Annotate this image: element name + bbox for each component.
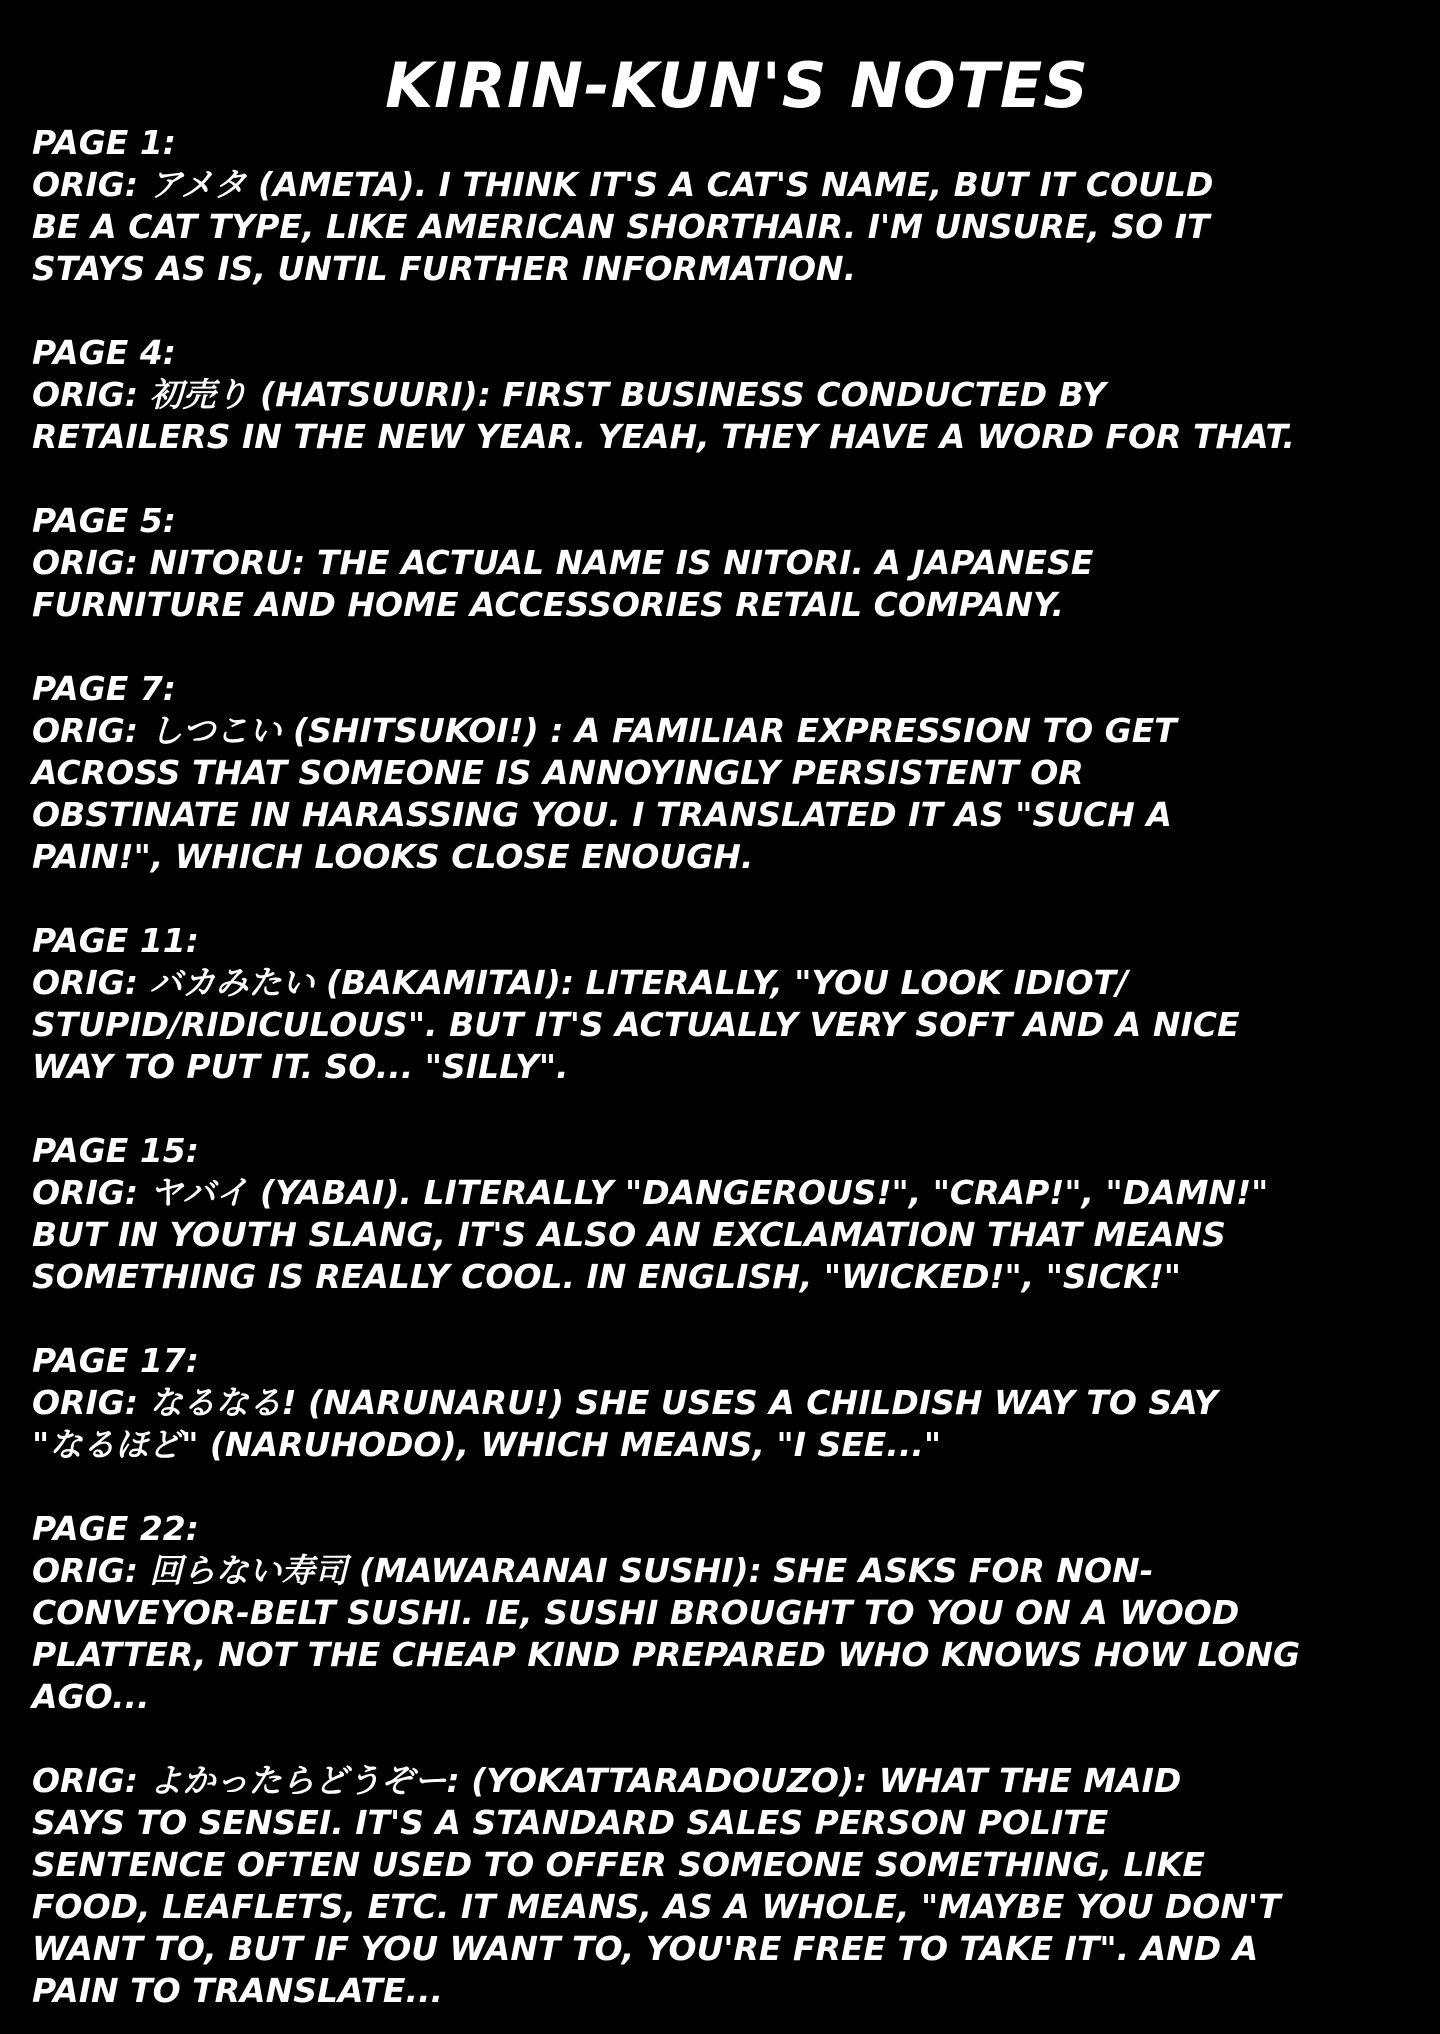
note-text-line: ORIG: ヤバイ (YABAI). LITERALLY "DANGEROUS!", "CRAP!", "DAMN!" [32, 1173, 1269, 1212]
note-text-line: FOOD, LEAFLETS, ETC. IT MEANS, AS A WHOLE, "MAYBE YOU DON'T [32, 1887, 1281, 1926]
note-page-heading: PAGE 5: [32, 501, 176, 540]
note-text-line: STUPID/RIDICULOUS". BUT IT'S ACTUALLY VERY SOFT AND A NICE [32, 1005, 1240, 1044]
note-text-line: ORIG: 回らない寿司 (MAWARANAI SUSHI): SHE ASKS FOR NON- [32, 1551, 1154, 1590]
note-text-line: BUT IN YOUTH SLANG, IT'S ALSO AN EXCLAMATION THAT MEANS [32, 1215, 1226, 1254]
note-text-line: PAIN TO TRANSLATE... [32, 1971, 444, 2010]
note-text-line: SAYS TO SENSEI. IT'S A STANDARD SALES PERSON POLITE [32, 1803, 1109, 1842]
notes-list [32, 122, 1412, 2012]
note-page-heading: PAGE 17: [32, 1341, 199, 1380]
note-block [32, 122, 1412, 290]
note-block [32, 668, 1412, 878]
note-text-line: CONVEYOR-BELT SUSHI. IE, SUSHI BROUGHT TO YOU ON A WOOD [32, 1593, 1240, 1632]
note-text-line: ORIG: なるなる! (NARUNARU!) SHE USES A CHILDISH WAY TO SAY [32, 1383, 1218, 1422]
note-block [32, 920, 1412, 1088]
note-page-heading: PAGE 22: [32, 1509, 199, 1548]
note-text-line: ORIG: しつこい (SHITSUKOI!) : A FAMILIAR EXPRESSION TO GET [32, 711, 1177, 750]
note-block [32, 1508, 1412, 1718]
note-text-line: OBSTINATE IN HARASSING YOU. I TRANSLATED IT AS "SUCH A [32, 795, 1172, 834]
note-block [32, 332, 1412, 458]
note-text-line: "なるほど" (NARUHODO), WHICH MEANS, "I SEE..." [32, 1425, 942, 1464]
note-text-line: ORIG: アメタ (AMETA). I THINK IT'S A CAT'S NAME, BUT IT COULD [32, 165, 1214, 204]
note-block [32, 1760, 1412, 2012]
note-page-heading: PAGE 11: [32, 921, 199, 960]
note-text-line: SOMETHING IS REALLY COOL. IN ENGLISH, "WICKED!", "SICK!" [32, 1257, 1181, 1296]
note-text-line: WAY TO PUT IT. SO... "SILLY". [32, 1047, 569, 1086]
note-text-line: PAIN!", WHICH LOOKS CLOSE ENOUGH. [32, 837, 754, 876]
note-page-heading: PAGE 4: [32, 333, 176, 372]
note-text-line: ORIG: 初売り (HATSUURI): FIRST BUSINESS CONDUCTED BY [32, 375, 1106, 414]
note-text-line: RETAILERS IN THE NEW YEAR. YEAH, THEY HAVE A WORD FOR THAT. [32, 417, 1295, 456]
note-text-line: ORIG: NITORU: THE ACTUAL NAME IS NITORI. A JAPANESE [32, 543, 1094, 582]
note-text-line: AGO... [32, 1677, 150, 1716]
note-text-line: ORIG: よかったらどうぞー: (YOKATTARADOUZO): WHAT THE MAID [32, 1761, 1182, 1800]
note-text-line: ORIG: バカみたい (BAKAMITAI): LITERALLY, "YOU LOOK IDIOT/ [32, 963, 1129, 1002]
note-block [32, 1340, 1412, 1466]
note-text-line: SENTENCE OFTEN USED TO OFFER SOMEONE SOMETHING, LIKE [32, 1845, 1205, 1884]
note-text-line: BE A CAT TYPE, LIKE AMERICAN SHORTHAIR. I'M UNSURE, SO IT [32, 207, 1210, 246]
page-title: KIRIN-KUN'S NOTES [385, 49, 1089, 122]
note-text-line: WANT TO, BUT IF YOU WANT TO, YOU'RE FREE TO TAKE IT". AND A [32, 1929, 1259, 1968]
note-text-line: FURNITURE AND HOME ACCESSORIES RETAIL COMPANY. [32, 585, 1065, 624]
note-text-line: ACROSS THAT SOMEONE IS ANNOYINGLY PERSISTENT OR [32, 753, 1084, 792]
note-text-line: PLATTER, NOT THE CHEAP KIND PREPARED WHO KNOWS HOW LONG [32, 1635, 1301, 1674]
note-block [32, 1130, 1412, 1298]
note-text-line: STAYS AS IS, UNTIL FURTHER INFORMATION. [32, 249, 857, 288]
note-block [32, 500, 1412, 626]
note-page-heading: PAGE 7: [32, 669, 176, 708]
note-page-heading: PAGE 15: [32, 1131, 199, 1170]
note-page-heading: PAGE 1: [32, 123, 176, 162]
